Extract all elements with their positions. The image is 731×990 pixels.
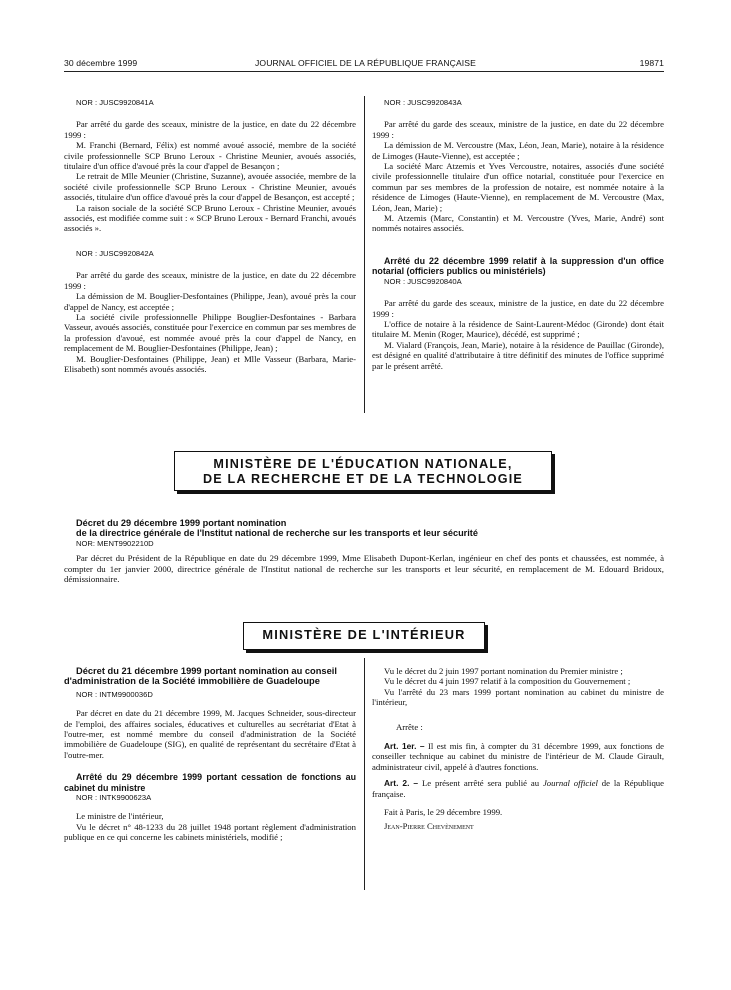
paragraph: La société civile professionnelle Philippe Bouglier-Desfontaines - Barbara Vasseur, avoués associés, constituée pour l'exercice en commun par ses membres de la profession d'avoué, est nommée avoué près la cour d'appel de Nancy, en remplacement de M. Bouglier-Desfontaines (Philippe, Jean) ; — [64, 311, 356, 354]
right-bottom-column — [372, 666, 664, 832]
nor-reference: NOR : JUSC9920840A — [384, 276, 462, 286]
ministry-heading-line: MINISTÈRE DE L'ÉDUCATION NATIONALE, — [213, 457, 513, 471]
paragraph: Par arrêté du garde des sceaux, ministre de la justice, en date du 22 décembre 1999 : — [372, 119, 664, 140]
header-date: 30 décembre 1999 — [64, 58, 138, 68]
paragraph: Vu l'arrêté du 23 mars 1999 portant nomination au cabinet du ministre de l'intérieur, — [372, 686, 664, 708]
nor-reference: NOR : INTK9900623A — [76, 793, 152, 803]
right-top-column — [372, 98, 664, 371]
signature: Jean-Pierre Chevènement — [384, 821, 474, 832]
paragraph: M. Franchi (Bernard, Félix) est nommé avoué associé, membre de la société civile professionnelle SCP Bruno Leroux - Christine Meunier, avoués associés, titulaire d'un office d'avoué près la cour d'appel de Besançon ; — [64, 140, 356, 172]
ministry-heading-interior: MINISTÈRE DE L'INTÉRIEUR — [243, 622, 485, 650]
decree-education — [64, 518, 664, 584]
article-label: Art. 2. – — [384, 778, 419, 789]
article-text: Le présent arrêté sera publié au — [421, 778, 543, 789]
paragraph: M. Atzemis (Marc, Constantin) et M. Vercoustre (Yves, Marie, André) sont nommés notaires associés. — [372, 213, 664, 234]
column-divider — [364, 96, 365, 413]
paragraph: Le ministre de l'intérieur, — [76, 811, 164, 822]
ministry-heading-education — [174, 451, 552, 491]
paragraph: Par arrêté du garde des sceaux, ministre de la justice, en date du 22 décembre 1999 : — [372, 298, 664, 319]
article-text: Il est mis fin, à compter du 31 décembre 1999, aux fonctions de conseiller technique au cabinet du ministre de l'intérieur de M. Claude Girault, administrateur civil, appelé à d'autres fonctions. — [372, 741, 664, 772]
left-bottom-column — [64, 666, 356, 843]
article-1 — [372, 741, 664, 772]
arrete-word: Arrête : — [396, 721, 423, 732]
paragraph: Par arrêté du garde des sceaux, ministre de la justice, en date du 22 décembre 1999 : — [64, 119, 356, 140]
decree-title: Décret du 29 décembre 1999 portant nomination — [76, 518, 287, 528]
header-rule — [64, 71, 664, 72]
paragraph: L'office de notaire à la résidence de Saint-Laurent-Médoc (Gironde) dont était titulaire M. Menin (Roger, Maurice), décédé, est supprimé ; — [372, 318, 664, 340]
journal-officiel-italic: Journal officiel — [542, 778, 598, 789]
paragraph: La démission de M. Bouglier-Desfontaines (Philippe, Jean), avoué près la cour d'appel de Nancy, est acceptée ; — [64, 291, 356, 312]
column-divider — [364, 658, 365, 890]
nor-reference: NOR : JUSC9920841A — [76, 98, 154, 107]
paragraph: La société Marc Atzemis et Yves Vercoustre, notaires, associés d'une société civile professionnelle titulaire d'un office notarial, constituée pour l'exercice en commun par ses membres de la profession de notaire, est nommée notaire à la résidence de Limoges (Haute-Vienne), en remplacement de M. Vercoustre (Max, Léon, Jean, Marie) ; — [372, 161, 664, 213]
decree-title: Décret du 21 décembre 1999 portant nomination au conseil d'administration de la Société immobilière de Guadeloupe — [64, 666, 337, 687]
article-label: Art. 1er. – — [384, 741, 425, 752]
article-2 — [372, 778, 664, 799]
article-text: de la République française. — [372, 778, 664, 799]
nor-reference: NOR : JUSC9920843A — [384, 98, 462, 107]
fait-a-paris: Fait à Paris, le 29 décembre 1999. — [384, 807, 503, 818]
paragraph: M. Vialard (François, Jean, Marie), notaire à la résidence de Pauillac (Gironde), est désigné en qualité d'attributaire à titre définitif des minutes de l'office supprimé par le présent arrêté. — [372, 339, 664, 371]
arrete-title: Arrêté du 22 décembre 1999 relatif à la suppression d'un office notarial (officiers publics ou ministériels) — [372, 255, 664, 277]
decree-title: de la directrice générale de l'Institut national de recherche sur les transports et leur sécurité — [76, 528, 478, 539]
nor-reference: NOR : INTM9900036D — [76, 689, 153, 699]
paragraph: Vu le décret n° 48-1233 du 28 juillet 1948 portant règlement d'administration publique en ce qui concerne les cabinets ministériels, modifié ; — [64, 821, 356, 843]
paragraph: La raison sociale de la société SCP Bruno Leroux - Christine Meunier, avoués associés, est modifiée comme suit : « SCP Bruno Leroux - Bernard Franchi, avoués associés ». — [64, 202, 356, 234]
ministry-heading-line: DE LA RECHERCHE ET DE LA TECHNOLOGIE — [202, 472, 524, 486]
paragraph: La démission de M. Vercoustre (Max, Léon, Jean, Marie), notaire à la résidence de Limoges (Haute-Vienne), est acceptée ; — [372, 140, 664, 161]
left-top-column — [64, 98, 356, 374]
paragraph: Par décret du Président de la République en date du 29 décembre 1999, Mme Elisabeth Dupont-Kerlan, ingénieur en chef des ponts et chaussées, est nommée, à compter du 1er janvier 2000, directrice générale de l'Institut national de recherche sur les transports et leur sécurité, en remplacement de M. Edouard Bridoux, démissionnaire. — [64, 553, 664, 585]
nor-reference: NOR: MENT9902210D — [76, 538, 154, 548]
paragraph: Par décret en date du 21 décembre 1999, M. Jacques Schneider, sous-directeur de l'emploi, des affaires sociales, éducatives et culturelles au secrétariat d'Etat à l'outre-mer, est nommé membre du conseil d'administration de la Société immobilière de Guadeloupe (SIG), en qualité de représentant du secrétaire d'Etat à l'outre-mer. — [64, 708, 356, 760]
header-page-number: 19871 — [639, 58, 664, 68]
header-journal-title: JOURNAL OFFICIEL DE LA RÉPUBLIQUE FRANÇAISE — [255, 58, 476, 68]
nor-reference: NOR : JUSC9920842A — [76, 248, 154, 258]
paragraph: Vu le décret du 4 juin 1997 relatif à la composition du Gouvernement ; — [384, 676, 631, 687]
paragraph: Le retrait de Mlle Meunier (Christine, Suzanne), avouée associée, membre de la société civile professionnelle SCP Bruno Leroux - Christine Meunier, avoués associés, titulaire d'un office d'avoué près la cour d'appel de Besançon, est accepté ; — [64, 171, 356, 203]
paragraph: Vu le décret du 2 juin 1997 portant nomination du Premier ministre ; — [384, 666, 623, 676]
paragraph: M. Bouglier-Desfontaines (Philippe, Jean) et Mlle Vasseur (Barbara, Marie-Elisabeth) sont nommés avoués associés. — [64, 353, 356, 374]
paragraph: Par arrêté du garde des sceaux, ministre de la justice, en date du 22 décembre 1999 : — [64, 270, 356, 291]
arrete-title: Arrêté du 29 décembre 1999 portant cessation de fonctions au cabinet du ministre — [64, 772, 356, 793]
